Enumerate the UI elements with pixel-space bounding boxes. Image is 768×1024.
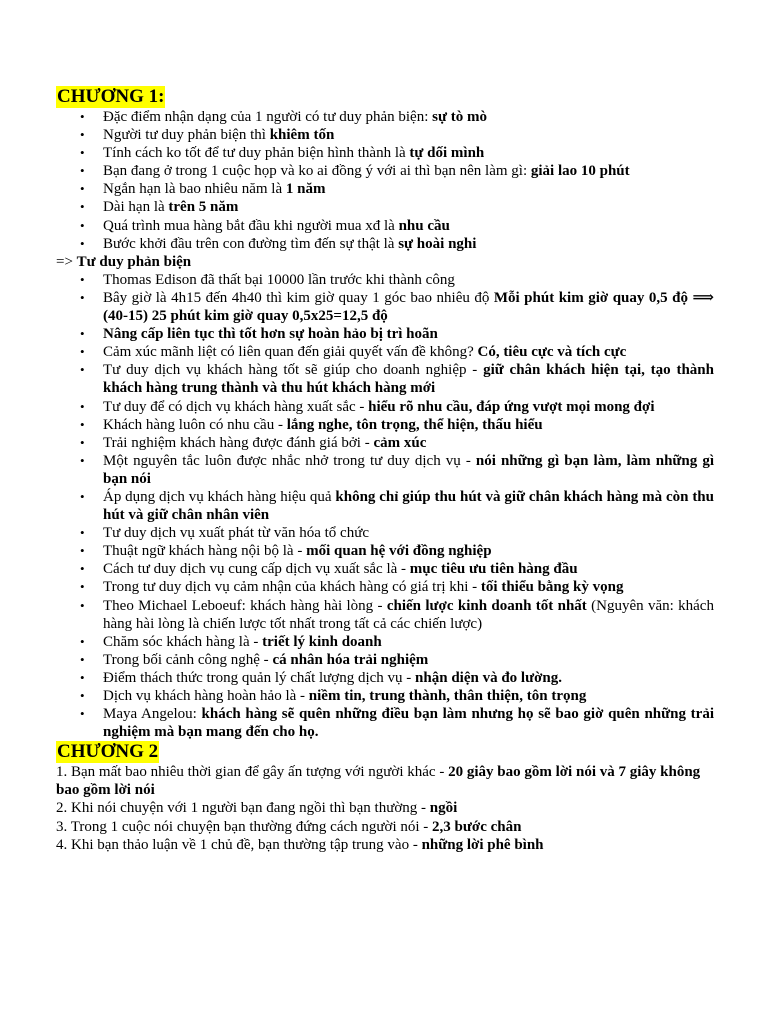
bullet-item — [56, 144, 714, 162]
numbered-item — [56, 799, 714, 817]
item-answer: lắng nghe, tôn trọng, thể hiện, thấu hiểu — [286, 416, 543, 433]
bullet-item — [56, 398, 714, 416]
item-answer: 2,3 bước chân — [432, 818, 522, 835]
item-answer: nói những gì bạn làm, làm những gì bạn nói — [103, 452, 714, 487]
item-text: Bạn đang ở trong 1 cuộc họp và ko ai đồng ý với ai thì bạn nên làm gì: — [103, 163, 531, 180]
item-text: Trong bối cảnh công nghệ - — [103, 651, 273, 668]
bullet-item — [56, 271, 714, 289]
bullet-item — [56, 651, 714, 669]
item-answer: trên 5 năm — [168, 199, 239, 216]
item-answer: cá nhân hóa trải nghiệm — [272, 651, 429, 668]
item-answer: khiêm tốn — [269, 127, 335, 144]
item-answer: mối quan hệ với đồng nghiệp — [306, 543, 492, 560]
item-text: Quá trình mua hàng bắt đầu khi người mua xđ là — [103, 217, 399, 234]
item-text: Theo Michael Leboeuf: khách hàng hài lòng - — [103, 597, 387, 614]
item-answer: tối thiểu bằng kỳ vọng — [480, 579, 624, 596]
item-answer: 1 năm — [285, 181, 326, 198]
bullet-item — [56, 633, 714, 651]
item-answer: niềm tin, trung thành, thân thiện, tôn trọng — [308, 688, 587, 704]
bullet-item — [56, 687, 714, 705]
bullet-item — [56, 126, 714, 144]
bullet-item — [56, 488, 714, 524]
document-body — [56, 86, 714, 854]
bullet-item — [56, 108, 714, 126]
item-answer: Nâng cấp liên tục thì tốt hơn sự hoàn hảo bị trì hoãn — [103, 326, 438, 343]
bullet-item — [56, 361, 714, 397]
item-text: Điểm thách thức trong quản lý chất lượng dịch vụ - — [103, 669, 416, 686]
bullet-item — [56, 669, 714, 687]
item-answer: mục tiêu ưu tiên hàng đầu — [409, 561, 578, 578]
item-note: (Nguyên văn: khách hàng hài lòng là chiến lược tốt nhất trong tất cả các chiến lược) — [103, 597, 714, 632]
chapter-1-heading: CHƯƠNG 1: — [57, 86, 165, 107]
item-answer: giữ chân khách hiện tại, tạo thành khách hàng trung thành và thu hút khách hàng mới — [103, 362, 714, 397]
bullet-item — [56, 416, 714, 434]
item-answer: không chỉ giúp thu hút và giữ chân khách hàng mà còn thu hút và giữ chân nhân viên — [103, 488, 714, 524]
item-answer: chiến lược kinh doanh tốt nhất — [386, 597, 587, 614]
conclusion-line — [56, 253, 714, 271]
item-text: Trải nghiệm khách hàng được đánh giá bởi - — [103, 434, 374, 451]
item-answer: Có, tiêu cực và tích cực — [477, 344, 627, 361]
item-answer: những lời phê bình — [421, 836, 544, 853]
item-text: Ngắn hạn là bao nhiêu năm là — [103, 181, 286, 198]
bullet-item — [56, 452, 714, 488]
item-answer: hiểu rõ nhu cầu, đáp ứng vượt mọi mong đợi — [368, 398, 655, 415]
item-answer: nhu cầu — [398, 217, 450, 234]
numbered-item — [56, 836, 714, 854]
item-answer: Mỗi phút kim giờ quay 0,5 độ ⟹ (40-15) 25 phút kim giờ quay 0,5x25=12,5 độ — [103, 289, 714, 325]
item-text: Tư duy dịch vụ xuất phát từ văn hóa tổ chức — [103, 525, 369, 542]
bullet-item — [56, 542, 714, 560]
numbered-item — [56, 763, 714, 799]
chapter-2-heading-row — [56, 741, 714, 763]
item-text: Người tư duy phản biện thì — [103, 127, 270, 144]
item-text: Cách tư duy dịch vụ cung cấp dịch vụ xuất sắc là - — [103, 561, 410, 578]
bullet-item — [56, 217, 714, 235]
bullet-item — [56, 235, 714, 253]
item-text: Thuật ngữ khách hàng nội bộ là - — [103, 543, 307, 560]
bullet-item — [56, 162, 714, 180]
bullet-item — [56, 325, 714, 343]
item-answer: tự dối mình — [409, 145, 485, 162]
chapter-1-bullet-list — [56, 108, 714, 253]
conclusion-text: Tư duy phản biện — [76, 253, 192, 270]
chapter-2-numbered-list — [56, 763, 714, 853]
item-answer: triết lý kinh doanh — [262, 633, 382, 650]
item-answer: sự hoài nghi — [398, 235, 477, 252]
item-text: 3. Trong 1 cuộc nói chuyện bạn thường đứng cách người nói - — [56, 818, 433, 835]
item-text: Tính cách ko tốt để tư duy phản biện hình thành là — [103, 145, 410, 162]
item-answer: nhận diện và đo lường. — [415, 669, 562, 686]
bullet-item — [56, 343, 714, 361]
item-text: Dịch vụ khách hàng hoàn hảo là - — [103, 688, 309, 704]
bullet-item — [56, 597, 714, 633]
bullet-item — [56, 434, 714, 452]
item-text: Tư duy để có dịch vụ khách hàng xuất sắc - — [103, 398, 369, 415]
chapter-2-heading: CHƯƠNG 2 — [57, 741, 159, 763]
bullet-item — [56, 524, 714, 542]
arrow-prefix: => — [56, 253, 77, 270]
item-text: 1. Bạn mất bao nhiêu thời gian để gây ấn tượng với người khác - — [56, 764, 449, 781]
item-text: Khách hàng luôn có nhu cầu - — [103, 416, 287, 433]
item-text: Áp dụng dịch vụ khách hàng hiệu quả — [103, 488, 336, 505]
chapter-1-bullet-list-continued — [56, 271, 714, 741]
item-text: Bây giờ là 4h15 đến 4h40 thì kim giờ quay 1 góc bao nhiêu độ — [103, 289, 494, 306]
item-text: Tư duy dịch vụ khách hàng tốt sẽ giúp cho doanh nghiệp - — [103, 362, 484, 379]
item-answer: 20 giây bao gồm lời nói và 7 giây không bao gồm lời nói — [56, 764, 701, 799]
numbered-item — [56, 818, 714, 836]
item-text: Bước khởi đầu trên con đường tìm đến sự thật là — [103, 235, 399, 252]
item-answer: cảm xúc — [373, 434, 427, 451]
bullet-item — [56, 560, 714, 578]
bullet-item — [56, 578, 714, 596]
item-text: Một nguyên tắc luôn được nhắc nhở trong tư duy dịch vụ - — [103, 452, 476, 469]
item-text: 4. Khi bạn thảo luận về 1 chủ đề, bạn thường tập trung vào - — [56, 836, 422, 853]
bullet-item — [56, 289, 714, 325]
item-answer: ngồi — [429, 800, 458, 817]
bullet-item — [56, 198, 714, 216]
item-text: 2. Khi nói chuyện với 1 người bạn đang ngồi thì bạn thường - — [56, 800, 430, 817]
item-answer: giải lao 10 phút — [530, 163, 630, 180]
item-text: Trong tư duy dịch vụ cảm nhận của khách hàng có giá trị khi - — [103, 579, 481, 596]
item-text: Cảm xúc mãnh liệt có liên quan đến giải quyết vấn đề không? — [103, 344, 478, 361]
chapter-1-heading-row — [56, 86, 714, 108]
item-text: Đặc điểm nhận dạng của 1 người có tư duy phản biện: — [103, 109, 433, 125]
item-text: Maya Angelou: — [103, 706, 202, 723]
item-text: Chăm sóc khách hàng là - — [103, 633, 263, 650]
item-answer: khách hàng sẽ quên những điều bạn làm nhưng họ sẽ bao giờ quên những trải nghiệm mà bạn mang đến cho họ. — [103, 706, 714, 741]
bullet-item — [56, 705, 714, 741]
item-answer: sự tò mò — [432, 109, 487, 125]
item-text: Dài hạn là — [103, 199, 169, 216]
bullet-item — [56, 180, 714, 198]
item-text: Thomas Edison đã thất bại 10000 lần trước khi thành công — [103, 271, 455, 288]
